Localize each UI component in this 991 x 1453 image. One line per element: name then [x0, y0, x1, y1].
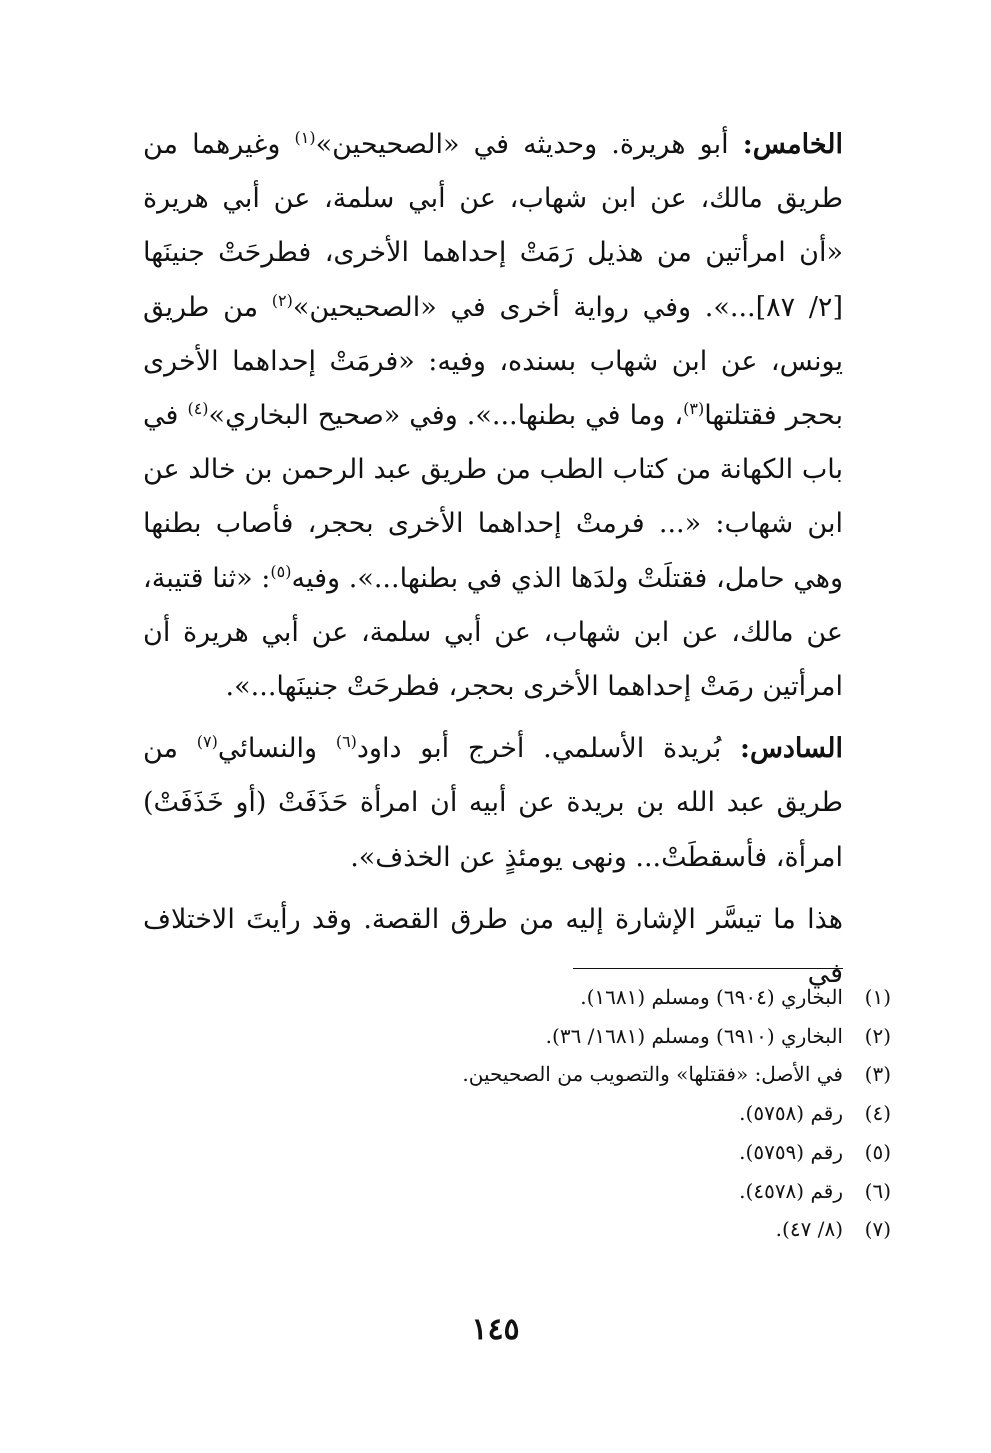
footnote-text: في الأصل: «فقتلها» والتصويب من الصحيحين.	[462, 1062, 843, 1087]
text-segment: أبو هريرة. وحديثه في «الصحيحين»	[315, 129, 743, 160]
footnote-number: (٧)	[864, 1217, 891, 1242]
footnote-separator	[573, 968, 843, 969]
footnote-ref: (١)	[294, 128, 316, 147]
text-segment: هذا ما تيسَّر الإشارة إليه من طرق القصة. وقد رأيتَ الاختلاف في	[143, 903, 843, 990]
footnote-text: رقم (٤٥٧٨).	[739, 1178, 843, 1203]
footnote-ref: (٥)	[270, 561, 292, 581]
footnotes	[131, 978, 891, 1249]
footnote-text: رقم (٥٧٥٩).	[739, 1139, 843, 1164]
footnote-ref: (٢)	[271, 290, 293, 310]
footnote-text: البخاري (٦٩٠٤) ومسلم (١٦٨١).	[580, 985, 843, 1009]
footnote-number: (٤)	[864, 1101, 891, 1126]
text-segment: من طريق عبد الله بن بريدة عن أبيه أن امرأة حَذَفَتْ (أو خَذَفَتْ) امرأة، فأسقطَتْ... ونهى يومئذٍ عن الخذف».	[143, 733, 843, 873]
text-segment: ، وما في بطنها...». وفي «صحيح البخاري»	[208, 400, 684, 432]
footnote-item	[131, 1094, 891, 1133]
footnote-text: رقم (٥٧٥٨).	[739, 1101, 843, 1126]
text-segment: في باب الكهانة من كتاب الطب من طريق عبد الرحمن بن خالد عن ابن شهاب: «... فرمتْ إحداهما الأخرى بحجر، فأصاب بطنها وهي حامل، فقتلَتْ ولدَها الذي في بطنها...». وفيه	[143, 400, 843, 594]
page-number: ١٤٥	[471, 1312, 520, 1347]
footnote-item	[131, 1133, 891, 1172]
text-segment: : «ثنا قتيبة، عن مالك، عن ابن شهاب، عن أبي سلمة، عن أبي هريرة أن امرأتين رمَتْ إحداهما الأخرى بحجر، فطرحَتْ جنينَها...».	[143, 562, 843, 703]
main-text	[143, 118, 843, 1009]
footnote-text: البخاري (٦٩١٠) ومسلم (١٦٨١/ ٣٦).	[545, 1023, 843, 1048]
footnote-ref: (٤)	[187, 399, 209, 419]
footnote-number: (٣)	[864, 1062, 891, 1087]
footnote-text: (٨/ ٤٧).	[775, 1217, 843, 1242]
paragraph-fifth	[143, 118, 843, 714]
text-segment: من طريق يونس، عن ابن شهاب بسنده، وفيه: «فرمَتْ إحداهما الأخرى بحجر فقتلتها	[143, 291, 843, 432]
footnote-number: (٥)	[864, 1139, 891, 1164]
footnote-ref: (٦)	[335, 732, 357, 752]
footnote-number: (١)	[864, 985, 891, 1009]
paragraph-lead: السادس:	[739, 733, 843, 765]
footnote-item	[131, 1055, 891, 1094]
footnote-item	[131, 1017, 891, 1056]
footnote-item	[131, 978, 891, 1017]
footnote-ref: (٧)	[196, 732, 218, 752]
footnote-number: (٢)	[864, 1023, 891, 1048]
paragraph-lead: الخامس:	[742, 129, 843, 160]
footnote-ref: (٣)	[683, 399, 705, 419]
text-segment: والنسائي	[217, 733, 336, 765]
text-segment: بُريدة الأسلمي. أخرج أبو داود	[356, 733, 740, 765]
text-segment: وغيرهما من طريق مالك، عن ابن شهاب، عن أبي سلمة، عن أبي هريرة «أن امرأتين من هذيل رَمَتْ إحداهما الأخرى، فطرحَتْ جنينَها [٢/ ٨٧]...». وفي رواية أخرى في «الصحيحين»	[143, 129, 843, 323]
footnote-item	[131, 1210, 891, 1249]
footnote-item	[131, 1172, 891, 1211]
paragraph-sixth	[143, 722, 843, 885]
footnote-number: (٦)	[864, 1178, 891, 1203]
